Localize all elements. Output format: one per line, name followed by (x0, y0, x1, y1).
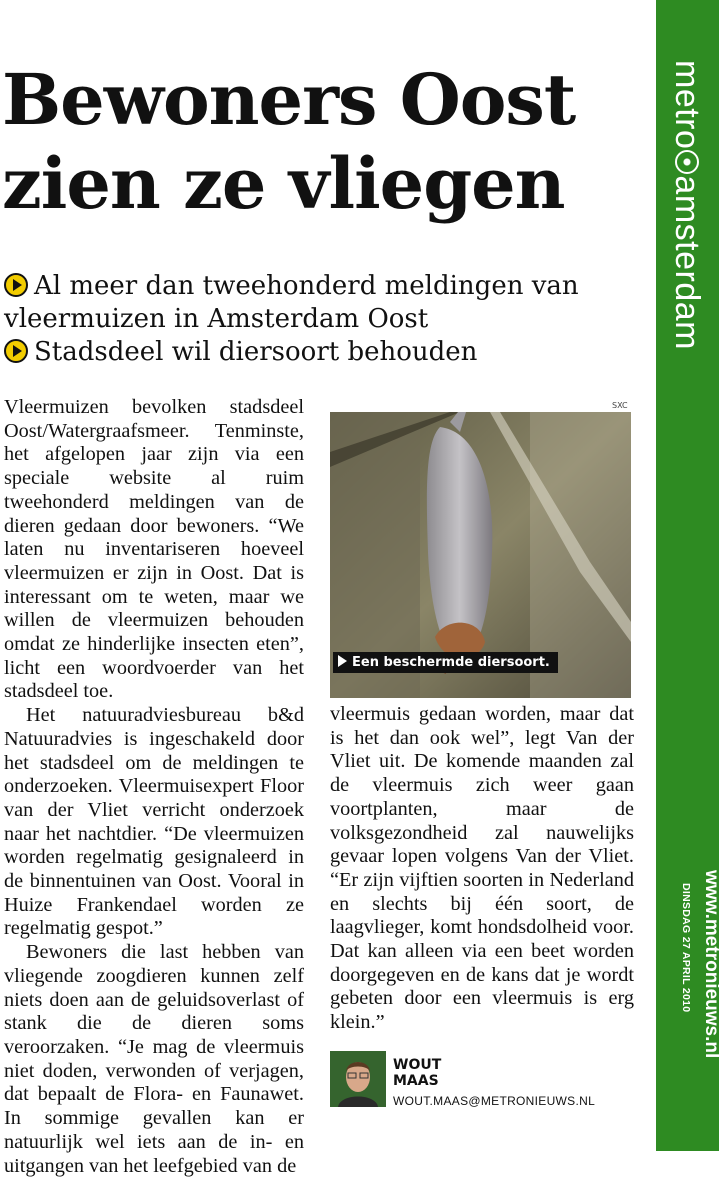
subheads (4, 270, 649, 369)
paragraph-3: Bewoners die last hebben van vliegende zoogdieren kunnen zelf niets doen aan de geluidsoverlast of stank die de dieren soms veroorzaken. “Je mag de vleermuis niet doden, verwonden of verjagen, dat bepaalt de Flora- en Faunawet. In sommige gevallen kan er natuurlijk wel iets aan de in- en uitgangen van het leefgebied van de (4, 941, 304, 1177)
author-name (393, 1057, 441, 1089)
paragraph-4: vleermuis gedaan worden, maar dat is het dan ook wel”, legt Van der Vliet uit. De komende maanden zal de vleermuis zich weer gaan voortplanten, maar de volksgezondheid zal nauwelijks gevaar lopen volgens Van der Vliet. “Er zijn vijftien soorten in Nederland en slechts bij één soort, de laagvlieger, komt hondsdolheid voor. Dat kan alleen via een beet worden doorgegeven en de kans dat je wordt gebeten door een vleermuis is erg klein.” (330, 703, 634, 1034)
body-column-2 (330, 703, 634, 1035)
headline-line-1: Bewoners Oost (2, 58, 576, 141)
play-arrow-icon (338, 655, 347, 667)
paragraph-2: Het natuuradviesbureau b&d Natuuradvies is ingeschakeld door het stadsdeel om de meldingen te onderzoeken. Vleermuisexpert Floor van der Vliet verricht onderzoek naar het nachtdier. “De vleermuizen worden regelmatig gesignaleerd in de binnentuinen van Oost. Vooral in Huize Frankendael worden ze regelmatig gespot.” (4, 704, 304, 940)
subhead-1-text: Al meer dan tweehonderd meldingen van vleermuizen in Amsterdam Oost (4, 271, 579, 334)
photo-caption (333, 652, 558, 673)
author-avatar (330, 1051, 386, 1107)
photo-credit: SXC (612, 401, 628, 410)
brand-metro: metro (667, 60, 706, 150)
author-last-name: MAAS (393, 1073, 439, 1089)
paragraph-1: Vleermuizen bevolken stadsdeel Oost/Watergraafsmeer. Tenminste, het afgelopen jaar zijn via een speciale website al ruim tweehonderd meldingen van de dieren gedaan door bewoners. “We laten nu inventariseren hoeveel vleermuizen er zijn in Oost. Dat is interessant om te weten, maar we willen de vleermuizen behouden omdat ze hinderlijke insecten eten”, licht een woordvoerder van het stadsdeel toe. (4, 396, 304, 703)
subhead-1 (4, 270, 649, 336)
globe-icon (675, 150, 699, 174)
headline (2, 58, 652, 226)
author-first-name: WOUT (393, 1057, 442, 1073)
play-bullet-icon (4, 273, 28, 297)
website-url: www.metronieuws.nl (701, 870, 722, 1059)
headline-line-2: zien ze vliegen (2, 142, 565, 225)
play-bullet-icon (4, 339, 28, 363)
subhead-2-text: Stadsdeel wil diersoort behouden (34, 337, 478, 367)
brand-text (667, 60, 706, 350)
body-column-1 (4, 396, 304, 1178)
photo-caption-text: Een beschermde diersoort. (352, 655, 550, 670)
metro-amsterdam-logo (650, 60, 725, 410)
author-email: WOUT.MAAS@METRONIEUWS.NL (393, 1094, 596, 1108)
publication-date: DINSDAG 27 APRIL 2010 (680, 883, 692, 1013)
author-photo (330, 1051, 386, 1107)
subhead-2 (4, 336, 649, 369)
brand-amsterdam: amsterdam (667, 175, 706, 350)
author-byline (330, 1051, 650, 1113)
